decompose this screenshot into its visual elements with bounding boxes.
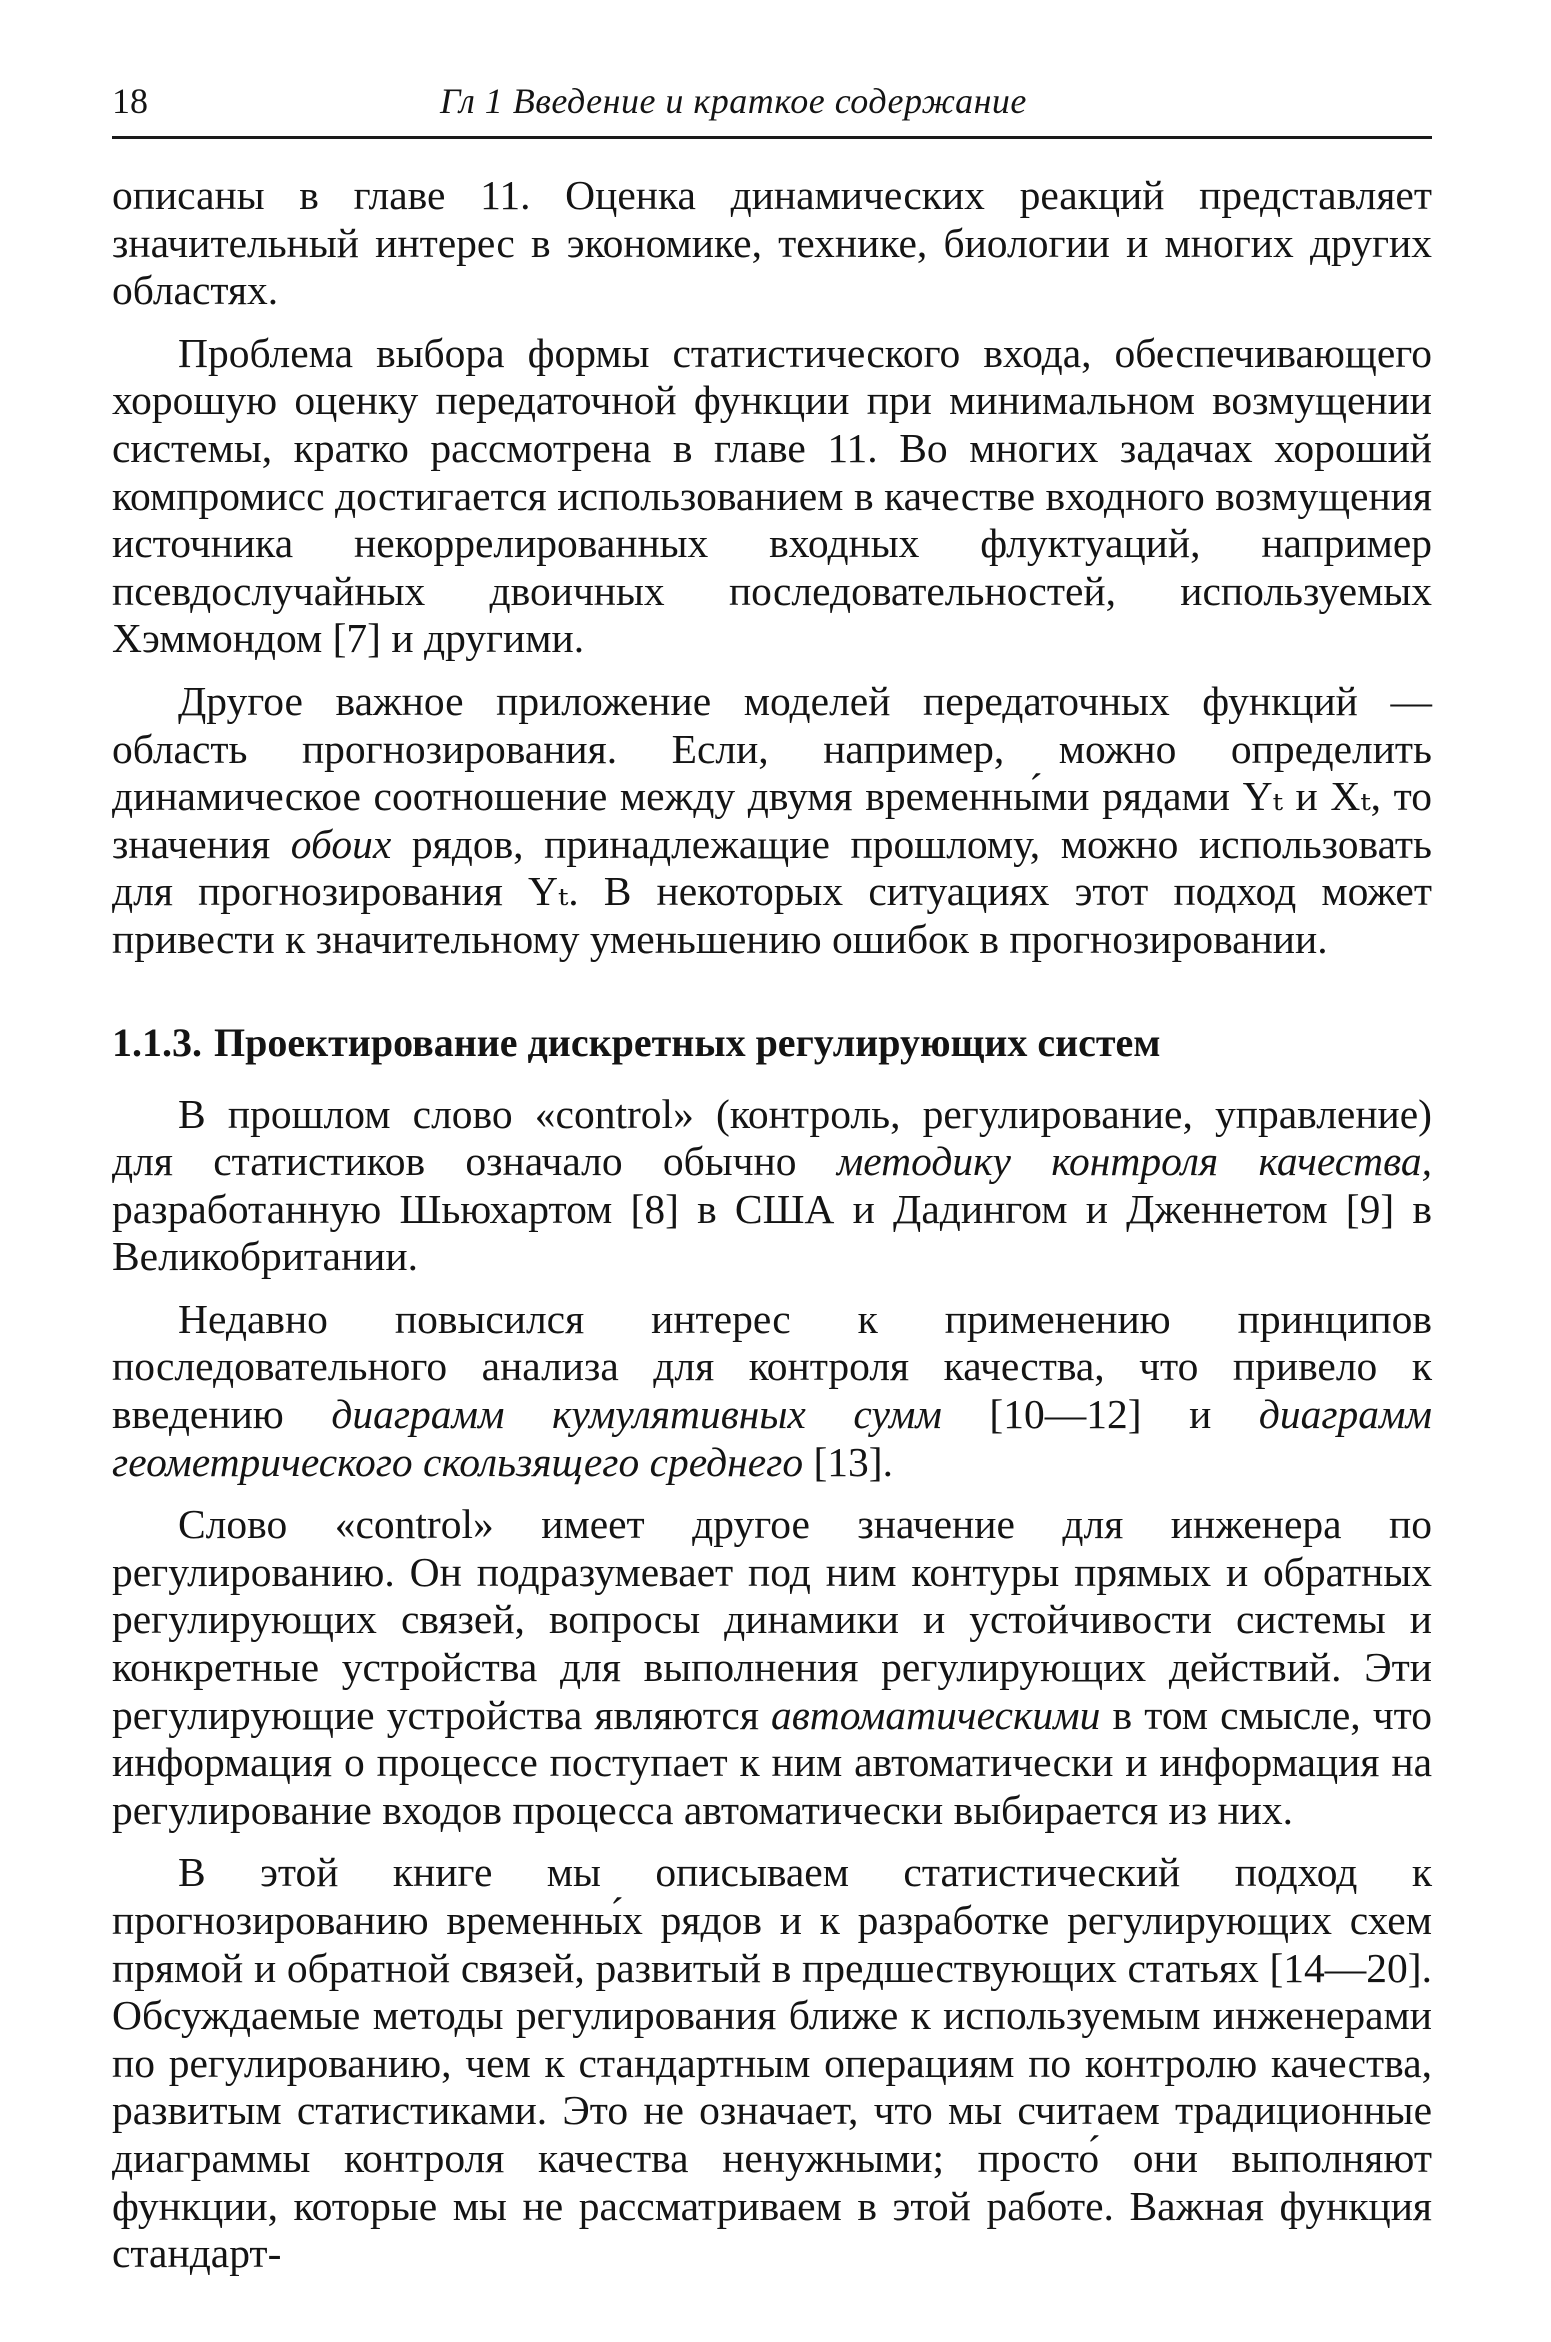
paragraph-input-selection: Проблема выбора формы статистического входа, обеспечивающего хорошую оценку передаточной функции при минимальном возмущении системы, кратко рассмотрена в главе 11. Во многих задачах хороший компромисс достигается использованием в качестве входного возмущения источника некоррелированных входных флуктуаций, например псевдослучайных двоичных последовательностей, используемых Хэммондом [7] и другими.: [112, 329, 1432, 662]
text-run: разработанную Шьюхартом [8] в США и Дадингом и Дженнетом [9] в Великобритании.: [112, 1185, 1432, 1280]
paragraph-control-engineering: [112, 1501, 1432, 1834]
page-number: 18: [112, 81, 148, 121]
paragraph-forecasting: [112, 678, 1432, 964]
section-heading: [112, 1019, 1432, 1067]
paragraph-control-statistics: [112, 1091, 1432, 1281]
body-text: [112, 172, 1432, 2293]
emphasis: диаграмм геометрического скользящего среднего: [112, 1391, 1432, 1485]
text-run: В прошлом слово «control» (контроль, регулирование, управление) для статистиков означало обычно: [112, 1090, 1432, 1185]
text-run: в том смысле, что информация о процессе поступает к ним автоматически и информация на регулирование входов процесса автоматически выбирается из них.: [112, 1691, 1432, 1833]
section-title: Проектирование дискретных регулирующих систем: [214, 1019, 1161, 1065]
section-number: 1.1.3.: [112, 1019, 202, 1065]
running-header: [112, 78, 1432, 139]
text-run: Другое важное приложение моделей передаточных функций — область прогнозирования. Если, например, можно определить динамическое соотношение между двумя временны́ми рядами Yₜ и Xₜ, то значения: [112, 677, 1432, 867]
paragraph-book-approach: В этой книге мы описываем статистический подход к прогнозированию временны́х рядов и к разработке регулирующих схем прямой и обратной связей, развитый в предшествующих статьях [14—20]. Обсуждаемые методы регулирования ближе к используемым инженерами по регулированию, чем к стандартным операциям по контролю качества, развитым статистиками. Это не означает, что мы считаем традиционные диаграммы контроля качества ненужными; просто́ они выполняют функции, которые мы не рассматриваем в этой работе. Важная функция стандарт-: [112, 1849, 1432, 2277]
chapter-title: Гл 1 Введение и краткое содержание: [440, 81, 1027, 121]
emphasis: диаграмм кумулятивных сумм: [331, 1391, 942, 1438]
paragraph-continuation: описаны в главе 11. Оценка динамических реакций представляет значительный интерес в экономике, технике, биологии и многих других областях.: [112, 172, 1432, 314]
text-run: Слово «control» имеет другое значение для инженера по регулированию. Он подразумевает под ним контуры прямых и обратных регулирующих связей, вопросы динамики и устойчивости системы и конкретные устройства для выполнения регулирующих действий. Эти регулирующие устройства являются: [112, 1501, 1432, 1738]
emphasis: обоих: [290, 820, 392, 867]
text-run: [10—12] и: [941, 1391, 1259, 1438]
paragraph-sequential-analysis: [112, 1296, 1432, 1486]
text-run: рядов, принадлежащие прошлому, можно использовать для прогнозирования Yₜ. В некоторых ситуациях этот подход может привести к значительному уменьшению ошибок в прогнозировании.: [112, 820, 1432, 962]
text-run: Недавно повысился интерес к применению принципов последовательного анализа для контроля качества, что привело к введению: [112, 1295, 1432, 1438]
emphasis: автоматическими: [771, 1691, 1101, 1738]
text-run: [13].: [803, 1438, 893, 1485]
emphasis: методику контроля качества,: [836, 1138, 1432, 1185]
